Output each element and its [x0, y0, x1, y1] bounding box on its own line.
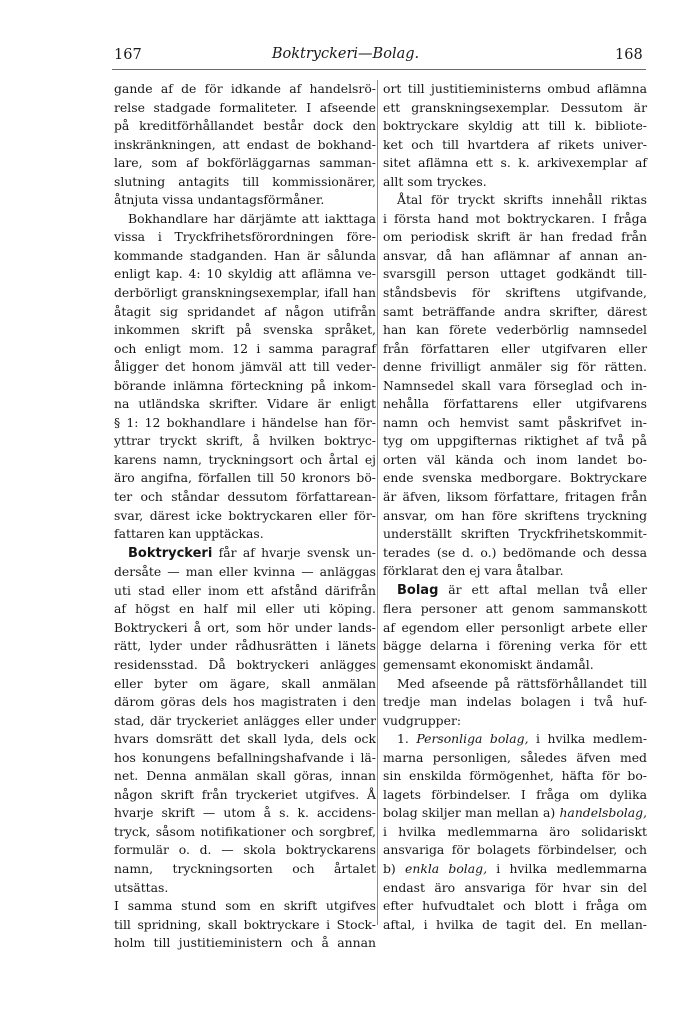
left-column-line [114, 712, 376, 731]
left-column-line [114, 544, 376, 564]
right-column-line [383, 154, 647, 173]
text-run: gemensamt ekonomiskt ändamål. [383, 656, 594, 672]
header-rule [112, 69, 646, 70]
right-column-line [383, 712, 647, 731]
text-run: § 1: 12 bokhandlare i händelse han för- [114, 414, 376, 430]
text-run: ansvar, då han aflämnar af annan an- [383, 247, 647, 263]
text-run: allt som tryckes. [383, 173, 487, 189]
left-column-line [114, 730, 376, 749]
left-column-line [114, 841, 376, 860]
text-run: tryck, såsom notifikationer och sorgbref, [114, 823, 376, 839]
left-column-line [114, 525, 376, 544]
left-column-line [114, 191, 376, 210]
text-run: flera personer att genom sammanskott [383, 601, 647, 617]
text-run: net. Denna anmälan skall göras, innan [114, 768, 376, 784]
text-run: därom göras dels hos magistraten i den [114, 694, 376, 710]
text-run: derbörligt granskningsexemplar, ifall han [114, 285, 376, 301]
right-column-line [383, 265, 647, 284]
text-run: ter och ståndar dessutom författarean- [114, 489, 376, 505]
right-column-line [383, 860, 647, 879]
left-column-line [114, 600, 376, 619]
right-column-line [383, 321, 647, 340]
left-column-line [114, 897, 376, 916]
left-column-line [114, 136, 376, 155]
right-column-line [383, 600, 647, 619]
text-run: gande af de för idkande af handelsrö- [114, 81, 376, 96]
text-run: från författaren eller utgifvaren eller [383, 340, 647, 356]
text-run: ende svenska medborgare. Boktryckare [383, 470, 647, 486]
text-run: formulär o. d. — skola boktryckarens [114, 842, 376, 858]
text-run: af egendom eller personligt arbete eller [383, 619, 647, 635]
left-column-line [114, 656, 376, 675]
text-run: af högst en half mil eller uti köping. [114, 601, 376, 617]
right-column-line [383, 414, 647, 433]
right-column-line [383, 432, 647, 451]
text-run: åtagit sig spridandet af någon utifrån [114, 303, 376, 319]
text-run: ett granskningsexemplar. Dessutom är [383, 99, 647, 115]
right-column-line [383, 173, 647, 192]
page-header [0, 44, 691, 70]
right-column-line [383, 191, 647, 210]
left-column-line [114, 247, 376, 266]
text-run: holm till justitieministern och å annan [114, 935, 376, 951]
text-run: ket och till hvartdera af rikets univer- [383, 136, 647, 152]
column-divider [377, 80, 378, 925]
left-column-line [114, 377, 376, 396]
right-column-line [383, 804, 647, 823]
text-run: svar, därest icke boktryckaren eller för- [114, 507, 376, 523]
right-column-line [383, 730, 647, 749]
text-run: ort till justitieministerns ombud aflämna [383, 81, 647, 96]
text-run: uti stad eller inom ett afstånd därifrån [114, 582, 376, 598]
text-run: Namnsedel skall vara förseglad och in- [383, 377, 647, 393]
text-run: i hvilka medlemmarna äro solidariskt [383, 823, 647, 839]
text-run: fattaren kan upptäckas. [114, 526, 264, 542]
text-run: eller byter om ägare, skall anmälan [114, 675, 376, 691]
text-run: i hvilka medlemmarna [487, 860, 647, 876]
text-run: residensstad. Då boktryckeri anlägges [114, 656, 376, 672]
right-column-line [383, 284, 647, 303]
left-column-line [114, 80, 376, 99]
text-run: svarsgill person uttaget godkändt till- [383, 266, 647, 282]
right-column-line [383, 80, 647, 99]
keyword-heading: Bolag [397, 582, 439, 598]
text-run: bolag skiljer man mellan a) [383, 805, 560, 821]
text-run: Åtal för tryckt skrifts innehåll riktas [397, 192, 647, 208]
right-column-line [383, 358, 647, 377]
text-run: Boktryckeri å ort, som hör under lands- [114, 619, 376, 635]
left-column-line [114, 916, 376, 935]
left-column-line [114, 228, 376, 247]
text-run: åligger det honom jämväl att till veder- [114, 359, 376, 375]
page-number-right: 168 [615, 47, 643, 63]
left-column-line [114, 432, 376, 451]
left-column [114, 80, 376, 953]
text-run: är ett aftal mellan två eller [438, 581, 647, 597]
text-run: sitet aflämna ett s. k. arkivexemplar af [383, 155, 647, 171]
left-column-line [114, 786, 376, 805]
text-run: sin enskilda förmögenhet, häfta för bo- [383, 768, 647, 784]
left-column-line [114, 823, 376, 842]
text-run: och enligt mom. 12 i samma paragraf [114, 340, 376, 356]
text-run: någon skrift från tryckeriet utgifves. Å [114, 786, 376, 802]
left-column-line [114, 507, 376, 526]
right-column-line [383, 581, 647, 601]
text-run: vissa i Tryckfrihetsförordningen före- [114, 229, 376, 245]
right-column-line [383, 210, 647, 229]
left-column-line [114, 860, 376, 897]
text-run: marna personligen, således äfven med [383, 749, 647, 765]
text-run: rätt, lyder under rådhusrätten i länets [114, 638, 376, 654]
text-run: han kan förete vederbörlig namnsedel [383, 322, 647, 338]
left-column-line [114, 619, 376, 638]
text-run: enligt kap. 4: 10 skyldig att aflämna ve- [114, 266, 376, 282]
right-column-line [383, 117, 647, 136]
text-run: ansvar, om han före skriftens tryckning [383, 507, 647, 523]
left-column-line [114, 284, 376, 303]
text-run: 1. [397, 731, 417, 747]
right-column-line [383, 675, 647, 694]
text-run: tyg om uppgifternas riktighet af två på [383, 433, 647, 449]
text-run: får af hvarje svensk un- [212, 544, 376, 560]
right-column-line [383, 469, 647, 488]
text-run: terades (se d. o.) bedömande och dessa [383, 544, 647, 560]
left-column-line [114, 99, 376, 118]
text-run: efter hufvudtalet och blott i fråga om [383, 898, 647, 914]
text-run: slutning antagits till kommissionärer, [114, 173, 376, 189]
left-column-line [114, 340, 376, 359]
text-run: är äfven, liksom författare, fritagen från [383, 489, 647, 505]
left-column-line [114, 414, 376, 433]
text-run: om periodisk skrift är han fredad från [383, 229, 647, 245]
right-column-line [383, 228, 647, 247]
right-column-line [383, 488, 647, 507]
right-column-line [383, 395, 647, 414]
text-run: samt beträffande andra skrifter, därest [383, 303, 647, 319]
left-column-line [114, 749, 376, 768]
text-run: lagets förbindelser. I fråga om dylika [383, 786, 647, 802]
left-column-line [114, 675, 376, 694]
text-run: namn, tryckningsorten och årtalet utsättas. [114, 860, 376, 895]
right-column-line [383, 562, 647, 581]
right-column-line [383, 377, 647, 396]
text-run: na utländska skrifter. Vidare är enligt [114, 396, 376, 412]
text-run: Med afseende på rättsförhållandet till [397, 675, 647, 691]
left-column-line [114, 469, 376, 488]
italic-term: enkla bolag, [405, 860, 488, 876]
right-column-line [383, 303, 647, 322]
text-run: b) [383, 860, 405, 876]
text-run: karens namn, tryckningsort och årtal ej [114, 451, 376, 467]
left-column-line [114, 303, 376, 322]
text-run: hvarje skrift — utom å s. k. accidens- [114, 805, 376, 821]
right-column-line [383, 897, 647, 916]
right-column-line [383, 99, 647, 118]
text-run: äro angifna, förfallen till 50 kronors bö- [114, 470, 376, 486]
text-run: yttrar tryckt skrift, å hvilken boktryc- [114, 433, 376, 449]
text-run: stad, där tryckeriet anlägges eller under [114, 712, 376, 728]
right-column-line [383, 451, 647, 470]
text-run: tredje man indelas bolagen i två huf- [383, 694, 647, 710]
right-column-line [383, 525, 647, 544]
left-column-line [114, 804, 376, 823]
text-run: aftal, i hvilka de tagit del. En mellan- [383, 916, 647, 932]
text-run: underställt skriften Tryckfrihetskommit- [383, 526, 647, 542]
text-run: namn och hemvist samt påskrifvet in- [383, 414, 647, 430]
text-run: till spridning, skall boktryckare i Stock- [114, 916, 376, 932]
right-column-line [383, 841, 647, 860]
keyword-heading: Boktryckeri [128, 545, 213, 561]
text-run: I samma stund som en skrift utgifves [114, 898, 376, 914]
right-column-line [383, 656, 647, 675]
text-run: på kreditförhållandet består dock den [114, 118, 376, 134]
right-column-line [383, 340, 647, 359]
text-run: ansvariga för bolagets förbindelser, och [383, 842, 647, 858]
right-column-line [383, 247, 647, 266]
text-run: inkommen skrift på svenska språket, [114, 322, 376, 338]
left-column-line [114, 265, 376, 284]
left-column-line [114, 582, 376, 601]
left-column-line [114, 173, 376, 192]
right-column-line [383, 136, 647, 155]
text-run: inskränkningen, att endast de bokhand- [114, 136, 376, 152]
left-column-line [114, 488, 376, 507]
right-column-line [383, 916, 647, 935]
text-run: boktryckare skyldig att till k. bibliote- [383, 118, 647, 134]
left-column-line [114, 395, 376, 414]
text-run: åtnjuta vissa undantagsförmåner. [114, 192, 325, 208]
right-column-line [383, 879, 647, 898]
page-number-left: 167 [114, 47, 142, 63]
right-column-line [383, 507, 647, 526]
text-run: börande inlämna förteckning på inkom- [114, 377, 376, 393]
text-run: förklarat den ej vara åtalbar. [383, 563, 564, 579]
right-column-line [383, 749, 647, 768]
right-column-line [383, 619, 647, 638]
text-run: denne frivilligt anmäler sig för rätten. [383, 359, 647, 375]
left-column-line [114, 767, 376, 786]
right-column-line [383, 823, 647, 842]
left-column-line [114, 358, 376, 377]
italic-term: Personliga bolag, [416, 731, 529, 747]
text-run: hvars domsrätt det skall lyda, dels ock [114, 731, 376, 747]
text-run: bägge delarna i förening verka för ett [383, 638, 647, 654]
left-column-line [114, 563, 376, 582]
running-head: Boktryckeri—Bolag. [271, 46, 420, 62]
text-run: dersåte — man eller kvinna — anläggas [114, 564, 376, 580]
left-column-line [114, 693, 376, 712]
left-column-line [114, 451, 376, 470]
text-run: orten väl kända och inom landet bo- [383, 451, 647, 467]
text-run: endast äro ansvariga för hvar sin del [383, 879, 647, 895]
right-column-line [383, 786, 647, 805]
text-run: Bokhandlare har därjämte att iakttaga [128, 210, 376, 226]
left-column-line [114, 210, 376, 229]
text-run: ståndsbevis för skriftens utgifvande, [383, 285, 647, 301]
right-column [383, 80, 647, 934]
left-column-line [114, 637, 376, 656]
text-run: relse stadgade formaliteter. I afseende [114, 99, 376, 115]
right-column-line [383, 767, 647, 786]
left-column-line [114, 117, 376, 136]
text-run: i hvilka medlem- [528, 731, 648, 747]
text-run: hos konungens befallningshafvande i lä- [114, 749, 376, 765]
text-run: nehålla författarens eller utgifvarens [383, 396, 647, 412]
left-column-line [114, 154, 376, 173]
right-column-line [383, 544, 647, 563]
text-run: kommande stadganden. Han är sålunda [114, 247, 376, 263]
text-run: vudgrupper: [383, 712, 462, 728]
text-run: i första hand mot boktryckaren. I fråga [383, 210, 647, 226]
right-column-line [383, 637, 647, 656]
left-column-line [114, 934, 376, 953]
text-run: lare, som af bokförläggarnas samman- [114, 155, 376, 171]
italic-term: handelsbolag, [559, 805, 647, 821]
left-column-line [114, 321, 376, 340]
right-column-line [383, 693, 647, 712]
